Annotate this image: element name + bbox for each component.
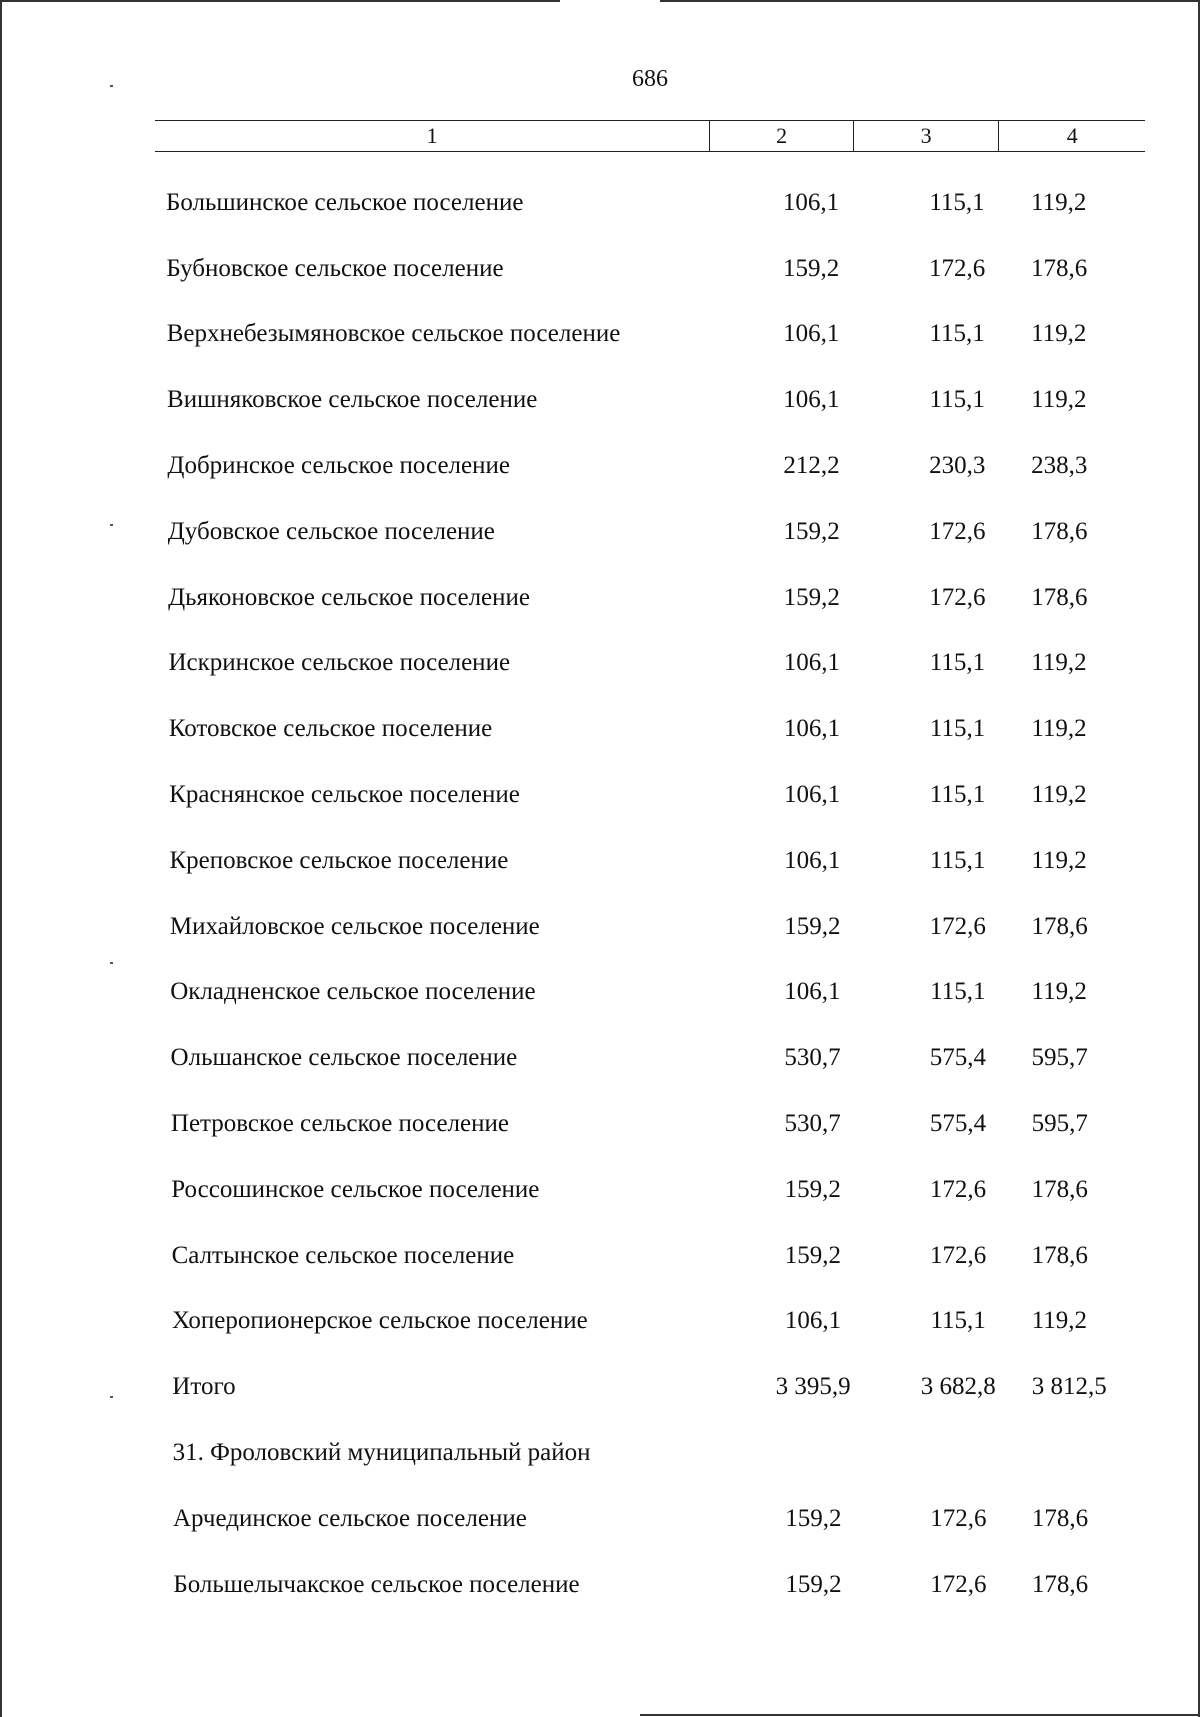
row-value-col2: 159,2 bbox=[784, 1241, 842, 1269]
row-name: Большелычакское сельское поселение bbox=[173, 1570, 580, 1598]
header-col-3: 3 bbox=[853, 121, 999, 151]
table-header bbox=[155, 120, 1145, 152]
row-value-col3: 575,4 bbox=[929, 1044, 986, 1072]
margin-mark bbox=[110, 962, 113, 964]
table-row bbox=[167, 367, 1146, 433]
row-name: Хоперопионерское сельское поселение bbox=[171, 1307, 588, 1335]
row-value-col3: 115,1 bbox=[929, 188, 985, 216]
row-name: Креповское сельское поселение bbox=[169, 846, 509, 874]
row-value-col3: 115,1 bbox=[929, 320, 985, 348]
row-value-col2: 159,2 bbox=[785, 1504, 842, 1532]
header-col-2: 2 bbox=[709, 121, 853, 151]
row-value-col3: 172,6 bbox=[929, 912, 986, 940]
row-value-col4: 119,2 bbox=[1031, 649, 1087, 677]
row-value-col2: 106,1 bbox=[784, 1307, 842, 1335]
row-value-col4: 178,6 bbox=[1031, 254, 1088, 282]
row-value-col3: 115,1 bbox=[929, 649, 986, 677]
row-value-col4: 178,6 bbox=[1031, 1570, 1089, 1598]
table-row bbox=[173, 1420, 1146, 1486]
header-col-4: 4 bbox=[998, 121, 1145, 151]
table-row bbox=[169, 696, 1146, 762]
table-row bbox=[168, 499, 1146, 565]
row-name: Бубновское сельское поселение bbox=[166, 254, 504, 282]
row-value-col4: 178,6 bbox=[1031, 912, 1088, 940]
margin-mark bbox=[110, 1396, 113, 1398]
row-value-col3: 575,4 bbox=[929, 1110, 987, 1138]
header-col-1: 1 bbox=[426, 123, 438, 148]
row-value-col4: 178,6 bbox=[1031, 1175, 1088, 1203]
table-row bbox=[166, 170, 1146, 236]
row-value-col2: 159,2 bbox=[783, 583, 840, 611]
row-value-col4: 119,2 bbox=[1031, 1307, 1088, 1335]
table-row bbox=[171, 1025, 1146, 1091]
table-row bbox=[170, 960, 1146, 1026]
row-value-col4: 595,7 bbox=[1031, 1110, 1088, 1138]
row-value-col2: 106,1 bbox=[783, 386, 840, 414]
row-value-col3: 115,1 bbox=[930, 978, 986, 1006]
margin-mark bbox=[110, 524, 113, 526]
table-row bbox=[171, 1091, 1146, 1157]
row-name: Краснянское сельское поселение bbox=[169, 781, 520, 809]
table-row bbox=[170, 894, 1146, 960]
row-name: Петровское сельское поселение bbox=[170, 1110, 509, 1138]
table-row bbox=[167, 433, 1146, 499]
table-row bbox=[168, 565, 1146, 631]
table-body bbox=[166, 170, 1146, 1618]
table-row bbox=[172, 1289, 1146, 1355]
row-value-col3: 172,6 bbox=[928, 254, 986, 282]
table-row bbox=[170, 828, 1147, 894]
row-name: Арчединское сельское поселение bbox=[173, 1504, 527, 1532]
row-value-col4: 119,2 bbox=[1031, 320, 1087, 348]
row-name: Вишняковское сельское поселение bbox=[167, 386, 538, 414]
row-value-col3: 3 682,8 bbox=[920, 1373, 996, 1401]
table-row bbox=[171, 1157, 1146, 1223]
row-value-col2: 159,2 bbox=[783, 517, 840, 545]
row-name: Большинское сельское поселение bbox=[166, 188, 524, 216]
row-value-col2: 159,2 bbox=[785, 1570, 842, 1598]
row-name: 31. Фроловский муниципальный район bbox=[172, 1439, 591, 1467]
row-value-col3: 172,6 bbox=[930, 1504, 987, 1532]
row-value-col2: 106,1 bbox=[784, 846, 841, 874]
row-name: Итого bbox=[172, 1373, 236, 1401]
row-name: Искринское сельское поселение bbox=[168, 649, 511, 677]
table-row bbox=[169, 762, 1146, 828]
row-value-col3: 115,1 bbox=[929, 386, 985, 414]
scan-edge-bottom bbox=[640, 1714, 1200, 1716]
row-value-col4: 119,2 bbox=[1031, 846, 1087, 874]
row-value-col4: 119,2 bbox=[1031, 781, 1087, 809]
row-name: Котовское сельское поселение bbox=[168, 715, 493, 743]
row-value-col4: 178,6 bbox=[1031, 583, 1088, 611]
row-value-col2: 530,7 bbox=[784, 1044, 841, 1072]
row-name: Окладненское сельское поселение bbox=[170, 978, 536, 1006]
row-value-col3: 230,3 bbox=[929, 452, 986, 480]
row-value-col2: 106,1 bbox=[784, 978, 841, 1006]
row-name: Добринское сельское поселение bbox=[167, 452, 510, 480]
table-row bbox=[168, 631, 1146, 697]
row-value-col2: 159,2 bbox=[784, 1175, 841, 1203]
row-value-col3: 172,6 bbox=[929, 517, 986, 545]
row-value-col3: 115,1 bbox=[930, 846, 986, 874]
row-value-col3: 115,1 bbox=[930, 1307, 986, 1335]
row-value-col2: 106,1 bbox=[783, 649, 840, 677]
row-value-col2: 159,2 bbox=[782, 254, 840, 282]
row-name: Россошинское сельское поселение bbox=[171, 1175, 540, 1203]
row-name: Михайловское сельское поселение bbox=[169, 912, 540, 940]
scan-edge-top-right bbox=[660, 0, 1200, 2]
row-value-col4: 119,2 bbox=[1031, 715, 1087, 743]
row-value-col3: 115,1 bbox=[929, 781, 986, 809]
row-value-col3: 172,6 bbox=[929, 583, 986, 611]
table-row bbox=[167, 302, 1146, 368]
row-value-col4: 238,3 bbox=[1031, 452, 1088, 480]
row-value-col4: 595,7 bbox=[1031, 1044, 1088, 1072]
row-value-col4: 119,2 bbox=[1031, 978, 1087, 1006]
row-name: Ольшанское сельское поселение bbox=[170, 1044, 518, 1072]
row-value-col3: 172,6 bbox=[929, 1241, 987, 1269]
row-value-col2: 106,1 bbox=[783, 781, 841, 809]
row-name: Дьяконовское сельское поселение bbox=[168, 583, 531, 611]
row-value-col3: 172,6 bbox=[930, 1570, 987, 1598]
row-value-col2: 3 395,9 bbox=[775, 1373, 851, 1401]
row-value-col3: 172,6 bbox=[929, 1175, 987, 1203]
table-row bbox=[172, 1223, 1146, 1289]
row-value-col2: 530,7 bbox=[784, 1110, 841, 1138]
table-row bbox=[172, 1354, 1146, 1420]
table-row bbox=[173, 1486, 1146, 1552]
row-value-col4: 119,2 bbox=[1031, 386, 1087, 414]
row-value-col2: 106,1 bbox=[782, 188, 840, 216]
row-value-col4: 119,2 bbox=[1031, 188, 1087, 216]
row-name: Дубовское сельское поселение bbox=[167, 517, 495, 545]
row-value-col2: 159,2 bbox=[784, 912, 841, 940]
row-value-col4: 3 812,5 bbox=[1031, 1373, 1107, 1401]
scan-edge-top bbox=[0, 0, 560, 2]
row-value-col2: 106,1 bbox=[783, 715, 841, 743]
row-value-col2: 212,2 bbox=[783, 452, 840, 480]
scan-edge-left bbox=[0, 0, 2, 1717]
row-value-col4: 178,6 bbox=[1031, 1241, 1088, 1269]
row-name: Салтынское сельское поселение bbox=[171, 1241, 515, 1269]
row-value-col4: 178,6 bbox=[1031, 517, 1088, 545]
row-value-col4: 178,6 bbox=[1031, 1504, 1089, 1532]
table-row bbox=[166, 236, 1146, 302]
row-value-col2: 106,1 bbox=[783, 320, 840, 348]
table-row bbox=[173, 1552, 1146, 1618]
row-value-col3: 115,1 bbox=[929, 715, 986, 743]
page-number: 686 bbox=[632, 66, 668, 92]
row-name: Верхнебезымяновское сельское поселение bbox=[166, 320, 621, 348]
